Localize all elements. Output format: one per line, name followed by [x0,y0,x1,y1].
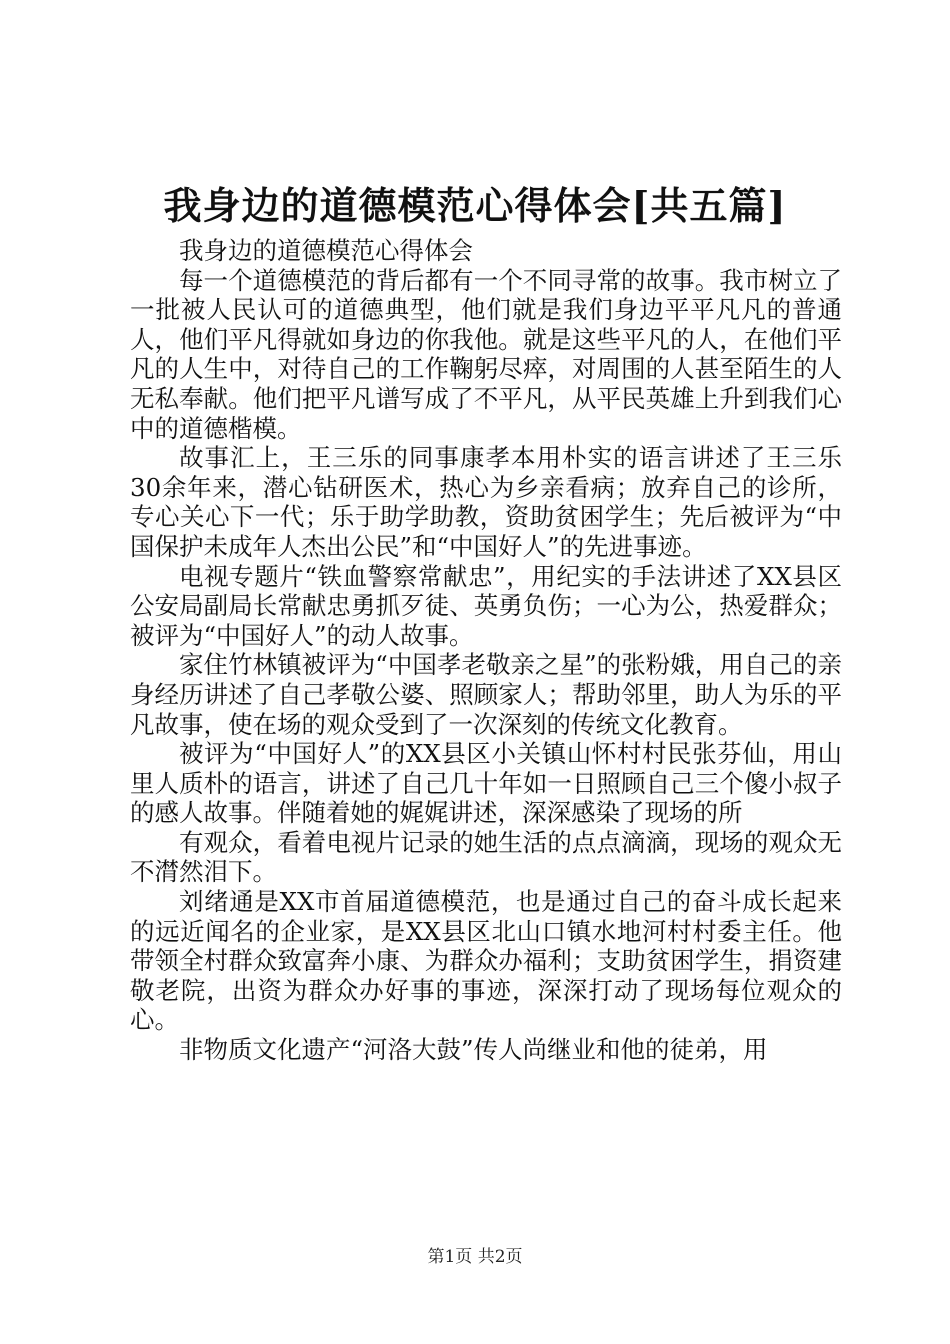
body-paragraph: 非物质文化遗产“河洛大鼓”传人尚继业和他的徒弟，用 [179,1035,768,1065]
subtitle-paragraph: 我身边的道德模范心得体会 [179,236,473,265]
body-paragraph: 故事汇上，王三乐的同事康孝本用朴实的语言讲述了王三乐30余年来，潜心钻研医术，热心为乡亲看病；放弃自己的诊所，专心关心下一代；乐于助学助教，资助贫困学生；先后被评为“中国保护未成年人杰出公民”和“中国好人”的先进事迹。 [130,443,842,561]
body-paragraph: 被评为“中国好人”的XX县区小关镇山怀村村民张芬仙，用山里人质朴的语言，讲述了自己几十年如一日照顾自己三个傻小叔子的感人故事。伴随着她的娓娓讲述，深深感染了现场的所 [130,739,842,828]
body-paragraph: 有观众，看着电视片记录的她生活的点点滴滴，现场的观众无不潸然泪下。 [130,827,842,887]
document-body [130,236,842,1065]
body-paragraph: 家住竹林镇被评为“中国孝老敬亲之星”的张粉娥，用自己的亲身经历讲述了自己孝敬公婆、照顾家人；帮助邻里，助人为乐的平凡故事，使在场的观众受到了一次深刻的传统文化教育。 [130,650,842,739]
body-paragraph: 刘绪通是XX市首届道德模范，也是通过自己的奋斗成长起来的远近闻名的企业家，是XX县区北山口镇水地河村村委主任。他带领全村群众致富奔小康、为群众办福利；支助贫困学生，捐资建敬老院，出资为群众办好事的事迹，深深打动了现场每位观众的心。 [130,887,842,1035]
body-paragraph: 电视专题片“铁血警察常献忠”，用纪实的手法讲述了XX县区公安局副局长常献忠勇抓歹徒、英勇负伤；一心为公，热爱群众；被评为“中国好人”的动人故事。 [130,561,842,650]
document-title: 我身边的道德模范心得体会[共五篇] [163,183,787,228]
body-paragraph: 每一个道德模范的背后都有一个不同寻常的故事。我市树立了一批被人民认可的道德典型，他们就是我们身边平平凡凡的普通人，他们平凡得就如身边的你我他。就是这些平凡的人，在他们平凡的人生中，对待自己的工作鞠躬尽瘁，对周围的人甚至陌生的人无私奉献。他们把平凡谱写成了不平凡，从平民英雄上升到我们心中的道德楷模。 [130,265,842,443]
page-indicator: 第1页 共2页 [427,1247,523,1267]
